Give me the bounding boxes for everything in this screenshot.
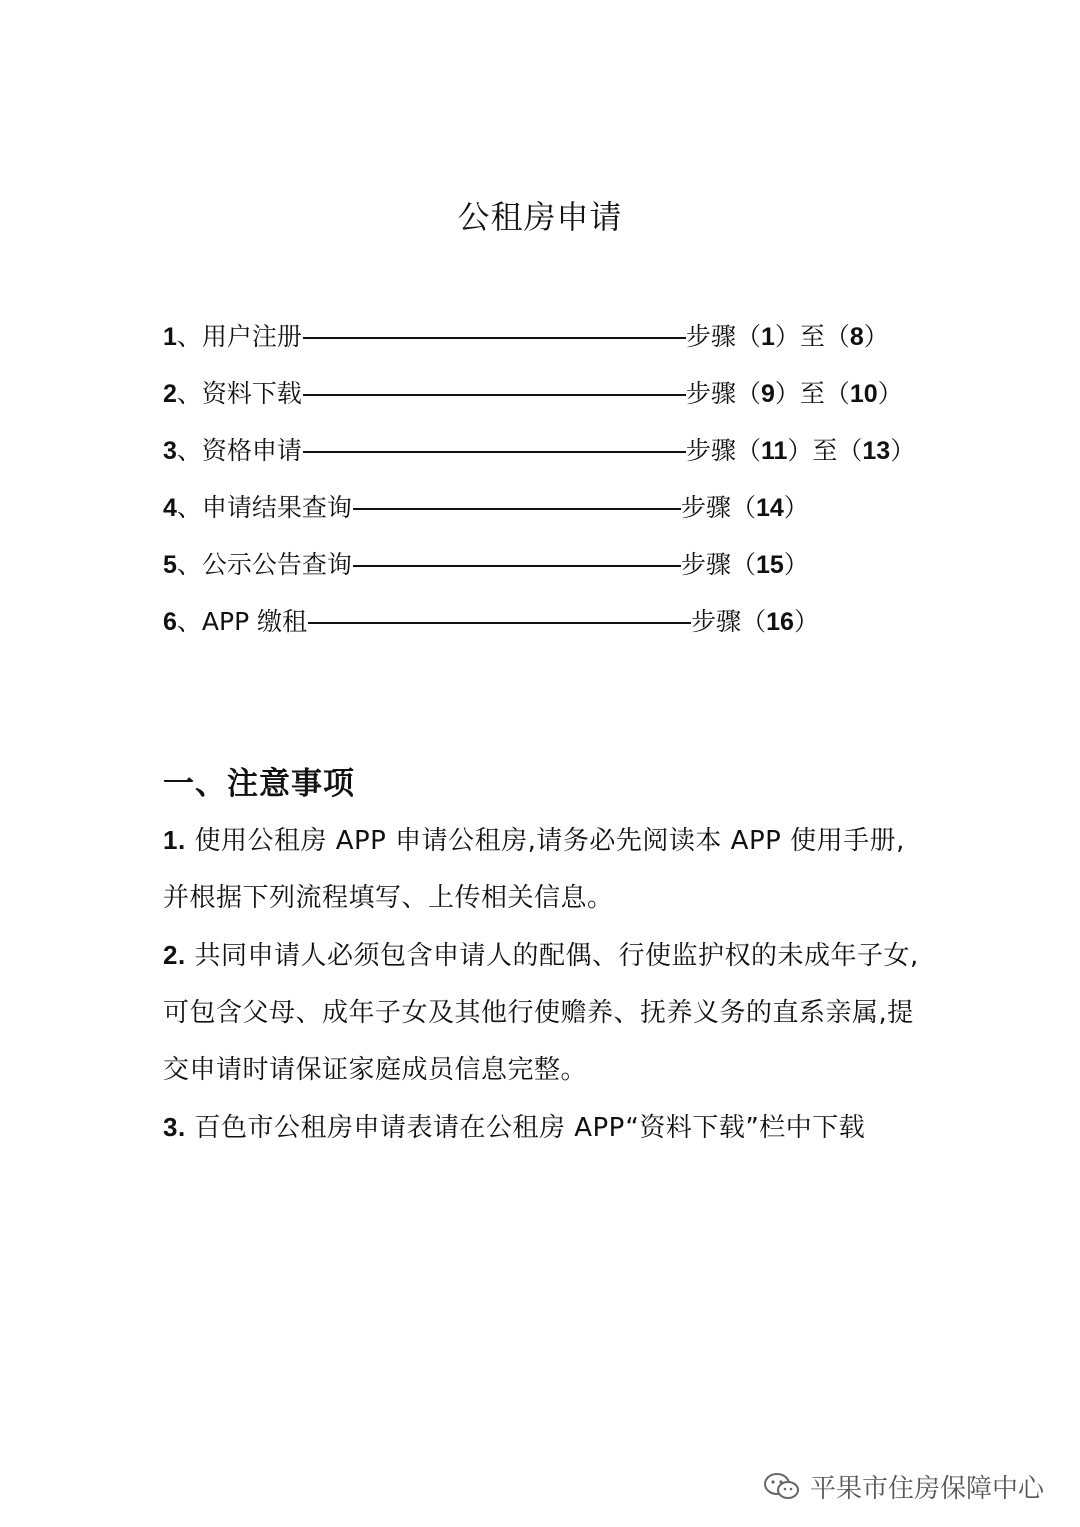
- toc-leader-line: [303, 337, 686, 339]
- toc-label: 6、APP 缴租: [163, 606, 308, 636]
- toc-leader-line: [353, 565, 681, 567]
- wechat-icon: [762, 1471, 802, 1503]
- toc-leader-line: [303, 394, 686, 396]
- toc-step: 步骤（14）: [680, 492, 809, 522]
- toc-row: [163, 536, 943, 593]
- toc-step: 步骤（9）至（10）: [685, 378, 903, 408]
- toc-step: 步骤（11）至（13）: [685, 435, 916, 465]
- toc-label: 2、资料下载: [163, 378, 302, 408]
- watermark-text: 平果市住房保障中心: [809, 1474, 1044, 1504]
- toc-leader-line: [303, 451, 686, 453]
- toc-row: [163, 593, 943, 650]
- note-item: 1. 使用公租房 APP 申请公租房,请务必先阅读本 APP 使用手册,并根据下列流程填写、上传相关信息。: [163, 825, 905, 913]
- watermark: [762, 1468, 1044, 1505]
- toc-leader-line: [308, 622, 691, 624]
- toc-label: 5、公示公告查询: [163, 549, 352, 579]
- toc-leader-line: [353, 508, 681, 510]
- note-item: 2. 共同申请人必须包含申请人的配偶、行使监护权的未成年子女,可包含父母、成年子女及其他行使赡养、抚养义务的直系亲属,提交申请时请保证家庭成员信息完整。: [163, 940, 919, 1085]
- notes-list: [163, 812, 923, 1157]
- page-title: 公租房申请: [457, 198, 623, 236]
- toc-step: 步骤（16）: [691, 606, 819, 636]
- table-of-contents: [163, 308, 943, 650]
- section-heading: 一、注意事项: [163, 766, 355, 802]
- toc-row: [163, 479, 943, 536]
- toc-label: 3、资格申请: [163, 435, 302, 465]
- toc-step: 步骤（1）至（8）: [685, 321, 889, 351]
- note-item: 3. 百色市公租房申请表请在公租房 APP“资料下载”栏中下载: [163, 1112, 866, 1143]
- toc-label: 1、用户注册: [163, 321, 302, 351]
- toc-row: [163, 308, 943, 365]
- toc-label: 4、申请结果查询: [163, 492, 352, 522]
- toc-row: [163, 422, 943, 479]
- toc-row: [163, 365, 943, 422]
- toc-step: 步骤（15）: [680, 549, 809, 579]
